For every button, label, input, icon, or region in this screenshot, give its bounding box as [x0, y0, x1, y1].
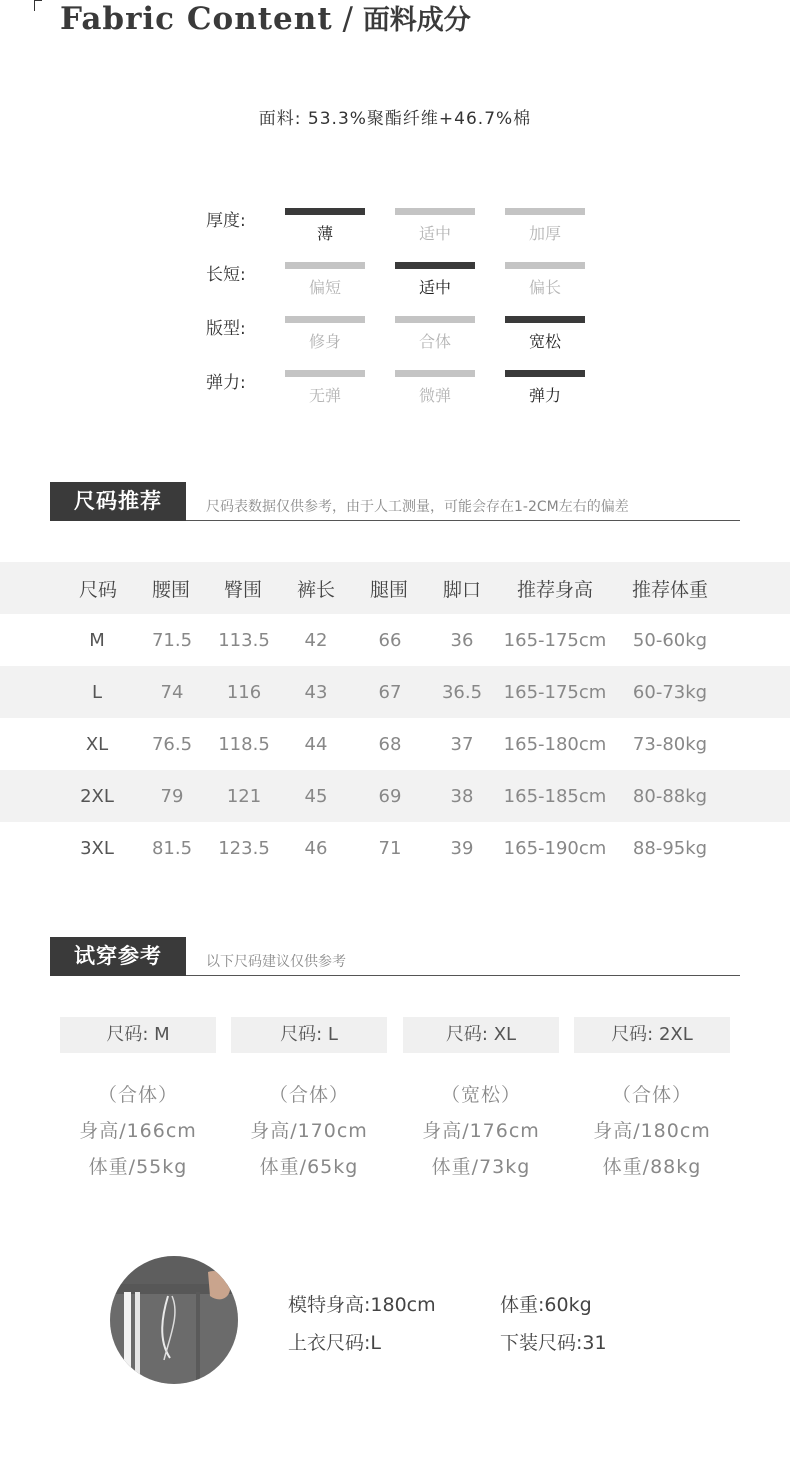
fit-card-weight: 体重/65kg: [259, 1156, 359, 1178]
table-header-cell: 脚口: [442, 578, 482, 601]
table-header-cell: 尺码: [78, 578, 118, 601]
fit-card-size: 尺码: L: [231, 1017, 387, 1053]
table-row: [0, 822, 790, 874]
table-cell: 80-88kg: [632, 785, 708, 807]
table-cell: 39: [450, 837, 474, 859]
attribute-bar: [285, 316, 365, 323]
attribute-option: 薄: [316, 224, 333, 243]
attribute-bar: [395, 208, 475, 215]
table-cell: XL: [85, 733, 109, 755]
size-section-note: 尺码表数据仅供参考，由于人工测量，可能会存在1-2CM左右的偏差: [206, 499, 629, 515]
table-cell: 165-175cm: [503, 629, 607, 651]
table-cell: 118.5: [218, 733, 270, 755]
attribute-bar: [505, 262, 585, 269]
attribute-bar: [285, 208, 365, 215]
table-row: [0, 614, 790, 666]
attribute-option: 适中: [418, 278, 451, 297]
attribute-option: 宽松: [528, 332, 561, 351]
attribute-bar: [285, 370, 365, 377]
attribute-label: 版型:: [206, 319, 246, 339]
table-cell: 116: [226, 681, 262, 703]
fit-card-fit: （宽松）: [440, 1084, 521, 1106]
fit-section-title: 试穿参考: [50, 937, 186, 976]
fit-card-height: 身高/166cm: [79, 1120, 197, 1142]
attribute-option: 加厚: [528, 224, 561, 243]
attribute-option: 微弹: [418, 386, 451, 405]
table-header-cell: 推荐身高: [516, 578, 594, 601]
attribute-label: 弹力:: [206, 373, 246, 393]
table-cell: 76.5: [151, 733, 193, 755]
title-separator: /: [332, 1, 363, 37]
attribute-option: 偏短: [308, 278, 341, 297]
fit-card-fit: （合体）: [611, 1084, 692, 1106]
table-cell: 69: [378, 785, 402, 807]
attribute-label: 厚度:: [206, 211, 246, 231]
attribute-bar: [285, 262, 365, 269]
table-cell: 66: [378, 629, 402, 651]
fit-card-weight: 体重/88kg: [602, 1156, 702, 1178]
model-top-size: 上衣尺码:L: [288, 1332, 381, 1354]
fit-card-height: 身高/170cm: [250, 1120, 368, 1142]
table-cell: 165-190cm: [503, 837, 607, 859]
fabric-composition: 面料: 53.3%聚酯纤维+46.7%棉: [258, 109, 532, 129]
attribute-bar: [395, 262, 475, 269]
fit-card-fit: （合体）: [268, 1084, 349, 1106]
attribute-option: 适中: [418, 224, 451, 243]
attribute-bar: [505, 208, 585, 215]
table-cell: 74: [160, 681, 184, 703]
attribute-bar: [395, 316, 475, 323]
table-cell: 71.5: [151, 629, 193, 651]
fit-card-size: 尺码: XL: [403, 1017, 559, 1053]
model-photo: [110, 1256, 238, 1384]
table-cell: 37: [450, 733, 474, 755]
table-row: [0, 718, 790, 770]
table-header-cell: 臀围: [223, 578, 263, 601]
page-title: [60, 0, 471, 37]
table-cell: 165-175cm: [503, 681, 607, 703]
table-cell: 60-73kg: [632, 681, 708, 703]
attribute-option: 弹力: [528, 386, 561, 405]
size-section-title: 尺码推荐: [50, 482, 186, 521]
table-cell: 36: [450, 629, 474, 651]
table-header-cell: 推荐体重: [631, 578, 709, 601]
table-cell: 68: [378, 733, 402, 755]
fit-card-weight: 体重/73kg: [431, 1156, 531, 1178]
table-cell: 44: [304, 733, 328, 755]
table-cell: 79: [160, 785, 184, 807]
table-cell: 73-80kg: [632, 733, 708, 755]
table-cell: 46: [304, 837, 328, 859]
attribute-bar: [505, 316, 585, 323]
table-header-cell: 腰围: [151, 578, 191, 601]
model-bottom-size: 下装尺码:31: [500, 1332, 607, 1354]
corner-bracket: [34, 0, 42, 11]
table-cell: 88-95kg: [632, 837, 708, 859]
table-cell: 165-180cm: [503, 733, 607, 755]
attribute-option: 无弹: [308, 386, 341, 405]
table-row: [0, 666, 790, 718]
attribute-bar: [505, 370, 585, 377]
fit-card-height: 身高/176cm: [422, 1120, 540, 1142]
table-cell: L: [91, 681, 103, 703]
fit-card-height: 身高/180cm: [593, 1120, 711, 1142]
table-cell: 67: [378, 681, 402, 703]
section-divider: [186, 520, 740, 521]
table-header-cell: 裤长: [296, 578, 336, 601]
fit-card-fit: （合体）: [97, 1084, 178, 1106]
table-cell: M: [89, 629, 105, 651]
attribute-option: 偏长: [528, 278, 561, 297]
table-cell: 50-60kg: [632, 629, 708, 651]
table-cell: 121: [226, 785, 262, 807]
fit-card-size: 尺码: M: [60, 1017, 216, 1053]
title-zh: 面料成分: [362, 5, 471, 36]
table-cell: 81.5: [151, 837, 193, 859]
table-cell: 45: [304, 785, 328, 807]
attribute-bar: [395, 370, 475, 377]
attribute-option: 修身: [308, 332, 341, 351]
section-divider: [186, 975, 740, 976]
table-cell: 38: [450, 785, 474, 807]
table-cell: 42: [304, 629, 328, 651]
fit-section-note: 以下尺码建议仅供参考: [206, 954, 346, 970]
table-cell: 43: [304, 681, 328, 703]
table-header-cell: 腿围: [369, 578, 409, 601]
table-cell: 71: [378, 837, 402, 859]
table-cell: 2XL: [80, 785, 114, 807]
title-en: Fabric Content: [60, 1, 333, 37]
table-cell: 3XL: [80, 837, 114, 859]
table-cell: 165-185cm: [503, 785, 607, 807]
fit-card-size: 尺码: 2XL: [574, 1017, 730, 1053]
model-weight: 体重:60kg: [500, 1294, 592, 1316]
model-height: 模特身高:180cm: [288, 1294, 436, 1316]
table-cell: 36.5: [441, 681, 483, 703]
model-photo-illustration: [110, 1256, 238, 1384]
attribute-option: 合体: [418, 332, 451, 351]
fit-card-weight: 体重/55kg: [88, 1156, 188, 1178]
table-cell: 113.5: [218, 629, 270, 651]
table-header-row: [0, 562, 790, 614]
table-cell: 123.5: [218, 837, 270, 859]
attribute-label: 长短:: [206, 265, 246, 285]
table-row: [0, 770, 790, 822]
